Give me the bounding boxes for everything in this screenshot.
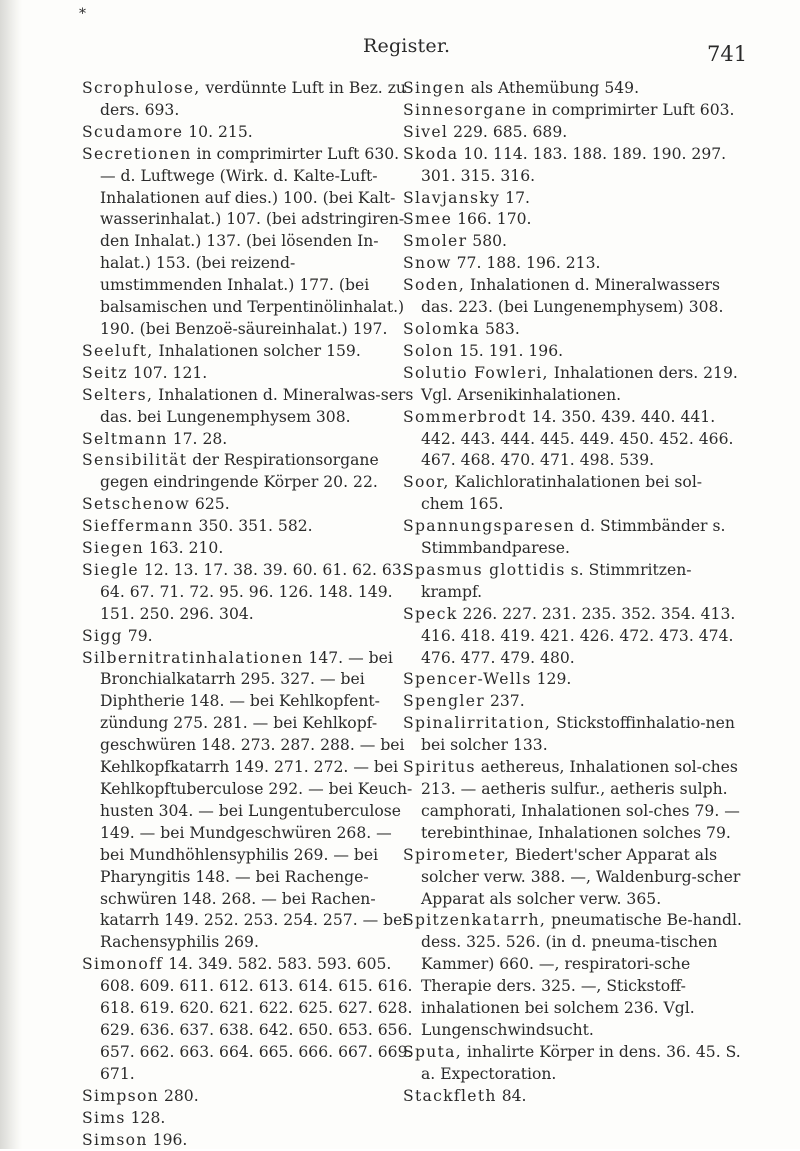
index-references: 280. [159, 1087, 199, 1105]
index-references: verdünnte Luft in Bez. zu ders. 693. [100, 79, 406, 119]
index-entry [403, 100, 743, 122]
index-entry [82, 341, 417, 363]
index-headword: Seitz [82, 364, 128, 382]
index-references: 10. 215. [183, 123, 252, 141]
index-entry [82, 363, 417, 385]
index-column-left [82, 78, 417, 1151]
index-references: 12. 13. 17. 38. 39. 60. 61. 62. 63. 64. 67. 71. 72. 95. 96. 126. 148. 149. 151. 250. 296. 304. [100, 561, 407, 623]
index-references: 163. 210. [144, 539, 223, 557]
index-headword: Smee [403, 210, 452, 228]
index-headword: Sigg [82, 627, 123, 645]
index-references: 580. [467, 232, 507, 250]
index-references: 17. [500, 189, 530, 207]
index-entry [403, 472, 743, 516]
index-headword: Stackfleth [403, 1087, 497, 1105]
index-entry [403, 275, 743, 319]
index-headword: Spasmus glottidis [403, 561, 566, 579]
index-references: in comprimirter Luft 603. [527, 101, 735, 119]
index-entry [403, 209, 743, 231]
index-references: 129. [532, 670, 572, 688]
index-entry [403, 910, 743, 1041]
index-references: Kalichloratinhalationen bei sol-chem 165. [421, 473, 702, 513]
index-headword: Selters, [82, 386, 153, 404]
index-entry [403, 253, 743, 275]
index-headword: Snow [403, 254, 452, 272]
page-marker: * [79, 6, 86, 22]
index-headword: Solomka [403, 320, 480, 338]
index-entry [403, 516, 743, 560]
index-references: 229. 685. 689. [448, 123, 567, 141]
index-entry [403, 691, 743, 713]
index-headword: Spencer-Wells [403, 670, 532, 688]
index-references: 17. 28. [168, 430, 228, 448]
index-entry [82, 1086, 417, 1108]
index-entry [403, 319, 743, 341]
index-references: 196. [148, 1131, 188, 1149]
index-references: 84. [497, 1087, 527, 1105]
index-references: Stickstoffinhalatio-nen bei solcher 133. [421, 714, 735, 754]
index-headword: Spiritus [403, 758, 476, 776]
index-entry [82, 78, 417, 122]
running-head: Register. [363, 33, 450, 59]
index-entry [403, 78, 743, 100]
index-headword: Sinnesorgane [403, 101, 527, 119]
index-headword: Spengler [403, 692, 485, 710]
index-references: 107. 121. [128, 364, 207, 382]
index-column-right [403, 78, 743, 1108]
index-headword: Seltmann [82, 430, 168, 448]
index-references: d. Stimmbänder s. Stimmbandparese. [421, 517, 725, 557]
index-references: 350. 351. 582. [194, 517, 313, 535]
index-references: 625. [190, 495, 230, 513]
index-headword: Setschenow [82, 495, 190, 513]
index-entry [82, 144, 417, 341]
index-entry [82, 122, 417, 144]
index-entry [82, 1108, 417, 1130]
index-references: 226. 227. 231. 235. 352. 354. 413. 416. 418. 419. 421. 426. 472. 473. 474. 476. 477. 479. 480. [421, 605, 735, 667]
index-entry [403, 341, 743, 363]
index-entry [82, 429, 417, 451]
index-headword: Silbernitratinhalationen [82, 649, 303, 667]
index-headword: Sputa, [403, 1043, 462, 1061]
index-references: 10. 114. 183. 188. 189. 190. 297. 301. 315. 316. [421, 145, 726, 185]
index-headword: Skoda [403, 145, 458, 163]
index-references: Inhalationen ders. 219. Vgl. Arsenikinhalationen. [421, 364, 738, 404]
index-entry [403, 144, 743, 188]
index-headword: Simpson [82, 1087, 159, 1105]
index-entry [403, 669, 743, 691]
index-headword: Scudamore [82, 123, 183, 141]
index-references: Biedert'scher Apparat als solcher verw. 388. —, Waldenburg-scher Apparat als solcher verw. 365. [421, 846, 740, 908]
index-entry [82, 954, 417, 1085]
index-references: inhalirte Körper in dens. 36. 45. S. a. Expectoration. [421, 1043, 741, 1083]
index-headword: Spinalirritation, [403, 714, 551, 732]
index-entry [82, 560, 417, 626]
index-headword: Spirometer, [403, 846, 510, 864]
index-entry [82, 648, 417, 955]
index-entry [403, 188, 743, 210]
index-entry [403, 713, 743, 757]
index-references: 147. — bei Bronchialkatarrh 295. 327. — bei Diphtherie 148. — bei Kehlkopfent-zündung 275. 281. — bei Kehlkopf-geschwüren 148. 273. 287. 288. — bei Kehlkopfkatarrh 149. 271. 272. — bei Kehlkopftuberculose 292. — bei Keuch-husten 304. — bei Lungentuberculose 149. — bei Mundgeschwüren 268. — bei Mundhöhlensyphilis 269. — bei Pharyngitis 148. — bei Rachenge-schwüren 148. 268. — bei Rachen-katarrh 149. 252. 253. 254. 257. — bei Rachensyphilis 269. [100, 649, 412, 952]
index-headword: Sieffermann [82, 517, 194, 535]
index-headword: Sensibilität [82, 451, 187, 469]
index-entry [82, 450, 417, 494]
index-headword: Seeluft, [82, 342, 154, 360]
page-header [0, 33, 800, 63]
index-references: Inhalationen solcher 159. [154, 342, 361, 360]
index-entry [82, 626, 417, 648]
index-references: 14. 350. 439. 440. 441. 442. 443. 444. 445. 449. 450. 452. 466. 467. 468. 470. 471. 498. 539. [421, 408, 733, 470]
index-references: Inhalationen d. Mineralwassers das. 223. (bei Lungenemphysem) 308. [421, 276, 723, 316]
index-headword: Solon [403, 342, 454, 360]
index-headword: Spitzenkatarrh, [403, 911, 546, 929]
index-references: 128. [126, 1109, 166, 1127]
index-entry [403, 231, 743, 253]
index-entry [403, 560, 743, 604]
index-references: 77. 188. 196. 213. [452, 254, 601, 272]
index-headword: Simonoff [82, 955, 163, 973]
index-entry [403, 845, 743, 911]
index-references: in comprimirter Luft 630. — d. Luftwege (Wirk. d. Kalte-Luft-Inhalationen auf dies.) 100. (bei Kalt-wasserinhalat.) 107. (bei adstringiren-den Inhalat.) 137. (bei lösenden In-halat.) 153. (bei reizend-umstimmenden Inhalat.) 177. (bei balsamischen und Terpentinölinhalat.) 190. (bei Benzoë-säureinhalat.) 197. [100, 145, 404, 338]
index-headword: Slavjansky [403, 189, 500, 207]
index-entry [82, 516, 417, 538]
index-entry [82, 1130, 417, 1151]
index-headword: Siegen [82, 539, 144, 557]
index-references: 14. 349. 582. 583. 593. 605. 608. 609. 611. 612. 613. 614. 615. 616. 618. 619. 620. 621. 622. 625. 627. 628. 629. 636. 637. 638. 642. 650. 653. 656. 657. 662. 663. 664. 665. 666. 667. 669. 671. [100, 955, 412, 1083]
index-references: als Athemübung 549. [466, 79, 639, 97]
index-entry [403, 363, 743, 407]
page-gutter-shadow [0, 0, 22, 1149]
index-headword: Soor, [403, 473, 450, 491]
index-headword: Soden, [403, 276, 465, 294]
index-headword: Sivel [403, 123, 448, 141]
index-references: s. Stimmritzen-krampf. [421, 561, 692, 601]
index-headword: Siegle [82, 561, 139, 579]
page-number: 741 [707, 41, 747, 67]
index-headword: Secretionen [82, 145, 192, 163]
index-references: 15. 191. 196. [454, 342, 563, 360]
index-headword: Sims [82, 1109, 126, 1127]
index-references: 583. [480, 320, 520, 338]
index-headword: Smoler [403, 232, 467, 250]
index-references: 237. [485, 692, 525, 710]
index-references: Inhalationen d. Mineralwas-sers das. bei Lungenemphysem 308. [100, 386, 413, 426]
index-headword: Scrophulose, [82, 79, 201, 97]
index-entry [403, 757, 743, 845]
index-headword: Simson [82, 1131, 148, 1149]
index-entry [403, 122, 743, 144]
index-references: 166. 170. [452, 210, 531, 228]
index-references: der Respirationsorgane gegen eindringende Körper 20. 22. [100, 451, 379, 491]
index-entry [403, 1042, 743, 1086]
index-references: aethereus, Inhalationen sol-ches 213. — aetheris sulfur., aetheris sulph. camphorati, Inhalationen sol-ches 79. — terebinthinae, Inhalationen solches 79. [421, 758, 740, 842]
index-entry [403, 407, 743, 473]
index-references: pneumatische Be-handl. dess. 325. 526. (in d. pneuma-tischen Kammer) 660. —, respiratori-sche Therapie ders. 325. —, Stickstoff-inhalationen bei solchem 236. Vgl. Lungenschwindsucht. [421, 911, 742, 1039]
index-headword: Singen [403, 79, 466, 97]
index-entry [403, 604, 743, 670]
index-headword: Spannungsparesen [403, 517, 575, 535]
index-headword: Speck [403, 605, 458, 623]
index-entry [82, 538, 417, 560]
index-references: 79. [123, 627, 153, 645]
index-entry [82, 494, 417, 516]
index-entry [403, 1086, 743, 1108]
index-headword: Sommerbrodt [403, 408, 527, 426]
index-headword: Solutio Fowleri, [403, 364, 549, 382]
index-entry [82, 385, 417, 429]
